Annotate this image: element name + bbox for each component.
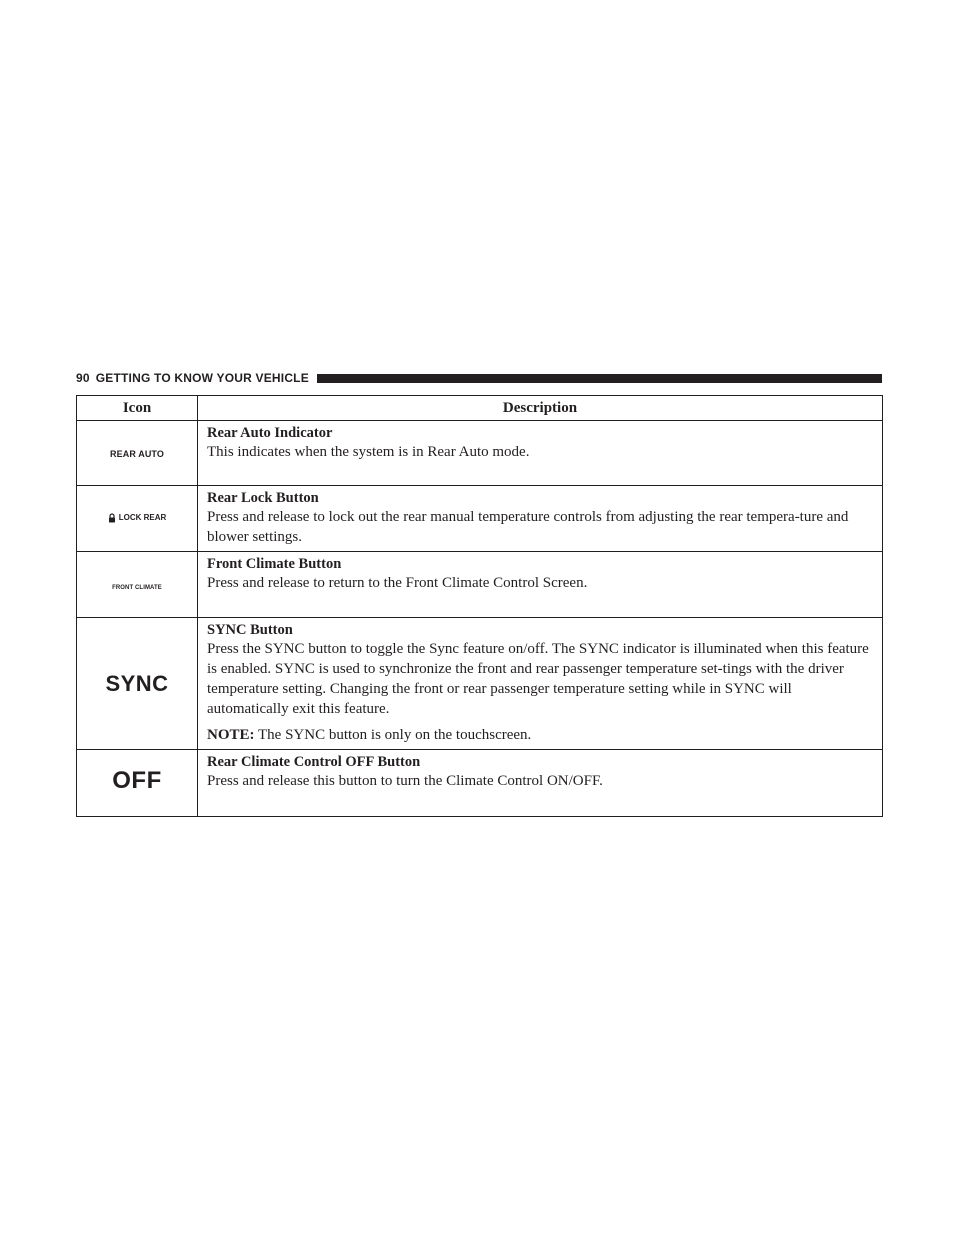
off-icon: OFF — [112, 767, 162, 794]
row-body: This indicates when the system is in Rear Auto mode. — [207, 444, 530, 460]
section-title: GETTING TO KNOW YOUR VEHICLE — [95, 371, 309, 385]
header-rule — [317, 374, 882, 383]
table-row — [77, 486, 883, 552]
table-row — [77, 750, 883, 817]
row-title: Rear Auto Indicator — [207, 425, 333, 441]
table-row — [77, 421, 883, 486]
row-body: Press and release to lock out the rear manual temperature controls from adjusting the rear tempera-ture and blower settings. — [207, 509, 849, 545]
icon-cell — [77, 421, 198, 486]
rear-auto-icon: REAR AUTO — [110, 449, 164, 459]
row-title: SYNC Button — [207, 622, 293, 638]
sync-icon: SYNC — [105, 670, 169, 696]
icon-cell — [77, 486, 198, 552]
column-header-description: Description — [198, 396, 883, 421]
row-body: Press the SYNC button to toggle the Sync feature on/off. The SYNC indicator is illuminated when this feature is enabled. SYNC is used to synchronize the front and rear passenger temperature set-tings with the driver temperature setting. Changing the front or rear passenger temperature setting while in SYNC will automatically exit this feature. — [207, 641, 869, 717]
table-row — [77, 552, 883, 618]
page-number: 90 — [76, 371, 90, 385]
row-title: Front Climate Button — [207, 556, 342, 572]
front-climate-icon: FRONT CLIMATE — [112, 584, 162, 591]
description-cell — [198, 750, 883, 817]
table-header-row — [77, 396, 883, 421]
row-body: Press and release to return to the Front Climate Control Screen. — [207, 575, 588, 591]
icon-cell — [77, 552, 198, 618]
column-header-icon: Icon — [77, 396, 198, 421]
note-text: The SYNC button is only on the touchscreen. — [258, 727, 532, 743]
description-cell — [198, 421, 883, 486]
row-body: Press and release this button to turn the Climate Control ON/OFF. — [207, 773, 603, 789]
description-cell — [198, 486, 883, 552]
table-row — [77, 618, 883, 750]
description-cell — [198, 618, 883, 750]
row-title: Rear Climate Control OFF Button — [207, 754, 421, 770]
lock-rear-label: LOCK REAR — [118, 513, 167, 522]
icon-description-table — [76, 395, 883, 817]
row-title: Rear Lock Button — [207, 490, 319, 506]
lock-icon — [108, 513, 116, 523]
icon-cell — [77, 618, 198, 750]
description-cell — [198, 552, 883, 618]
note-label: NOTE: — [207, 727, 255, 743]
page-header — [76, 370, 882, 386]
row-note — [207, 725, 874, 745]
icon-cell — [77, 750, 198, 817]
lock-rear-icon — [108, 513, 167, 523]
